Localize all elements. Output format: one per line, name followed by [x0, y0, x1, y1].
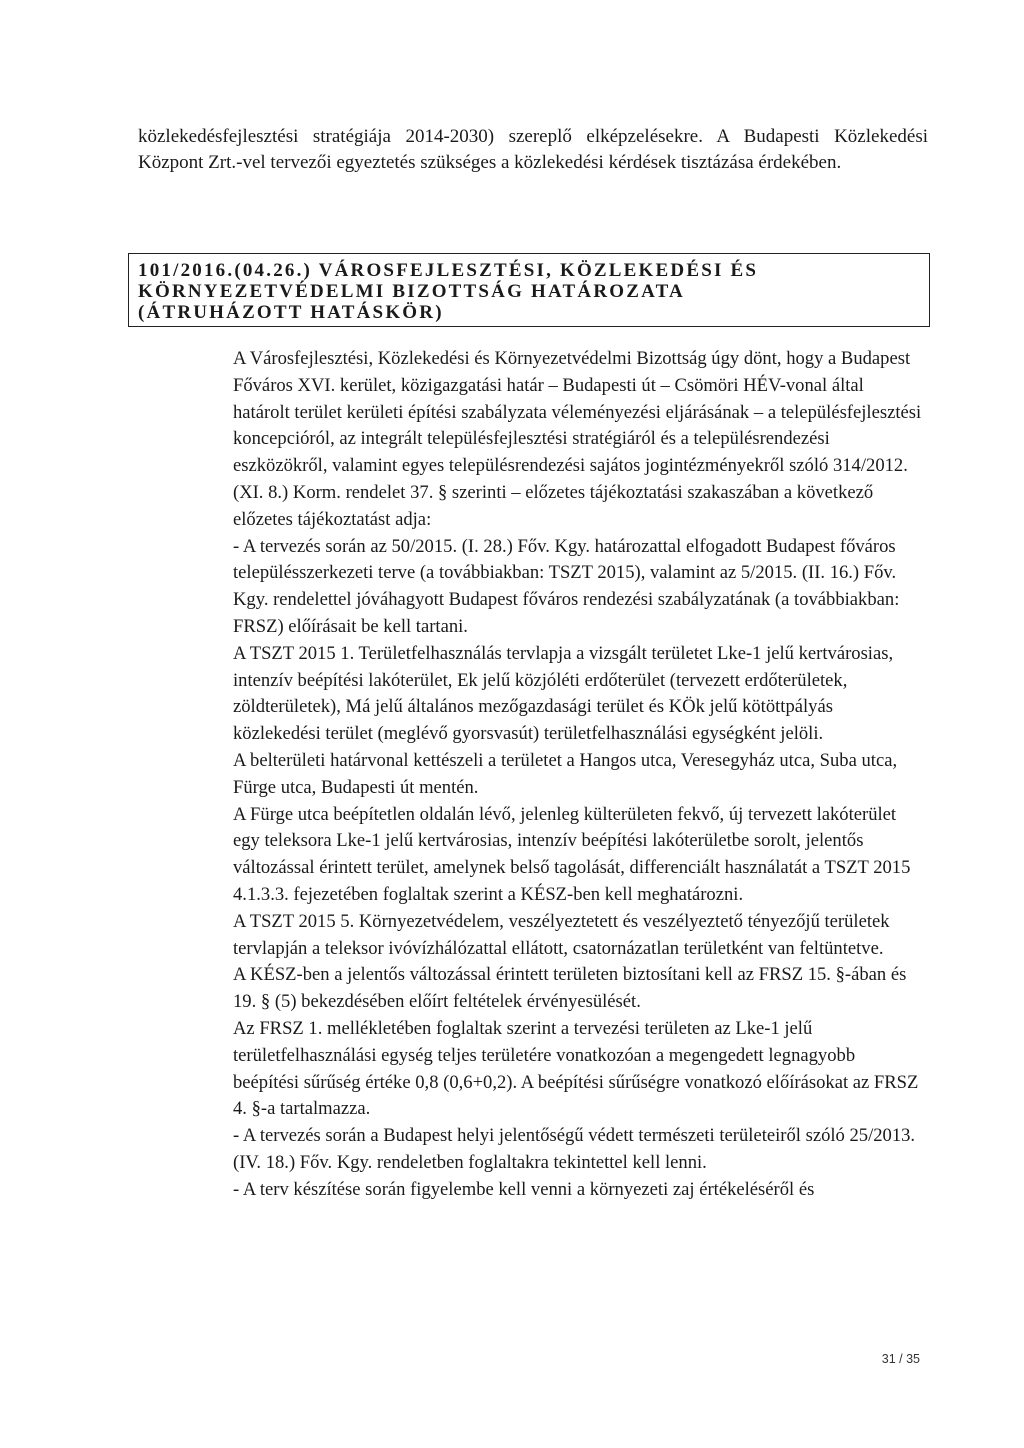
heading-line-2: KÖRNYEZETVÉDELMI BIZOTTSÁG HATÁROZATA: [138, 281, 685, 302]
body-paragraph: - A terv készítése során figyelembe kell venni a környezeti zaj értékeléséről és: [233, 1178, 815, 1200]
body-paragraph: Az FRSZ 1. mellékletében foglaltak szerint a tervezési területen az Lke-1 jelű területfelhasználási egység teljes területére vonatkozóan a megengedett legnagyobb beépítési sűrűség értéke 0,8 (0,6+0,2). A beépítési sűrűségre vonatkozó előírásokat az FRSZ 4. §-a tartalmazza.: [233, 1017, 919, 1120]
heading-line-3: (ÁTRUHÁZOTT HATÁSKÖR): [138, 302, 444, 323]
body-paragraph: A Fürge utca beépítetlen oldalán lévő, jelenleg külterületen fekvő, új tervezett lakóterület egy teleksora Lke-1 jelű kertvárosias, intenzív beépítési lakóterületbe sorolt, jelentős változással érintett terület, amelynek belső tagolását, differenciált használatát a TSZT 2015 4.1.3.3. fejezetében foglaltak szerint a KÉSZ-ben kell meghatározni.: [233, 803, 911, 905]
body-paragraph: A belterületi határvonal kettészeli a területet a Hangos utca, Veresegyház utca, Suba utca, Fürge utca, Budapesti út mentén.: [233, 749, 898, 798]
body-paragraph: A KÉSZ-ben a jelentős változással érintett területen biztosítani kell az FRSZ 15. §-ában és 19. § (5) bekezdésében előírt feltételek érvényesülését.: [233, 964, 907, 1013]
page-number: 31 / 35: [881, 1352, 920, 1366]
body-paragraph: A TSZT 2015 5. Környezetvédelem, veszélyeztetett és veszélyeztető tényezőjű területek tervlapján a teleksor ivóvízhálózattal ellátott, csatornázatlan területként van feltüntetve.: [233, 910, 890, 959]
body-paragraph: A TSZT 2015 1. Területfelhasználás tervlapja a vizsgált területet Lke-1 jelű kertvárosias, intenzív beépítési lakóterület, Ek jelű közjóléti erdőterület (tervezett erdőterületek, zöldterületek), Má jelű általános mezőgazdasági terület és KÖk jelű kötöttpályás közlekedési terület (meglévő gyorsvasút) területfelhasználási egységként jelöli.: [233, 642, 894, 745]
body-paragraph: - A tervezés során az 50/2015. (I. 28.) Főv. Kgy. határozattal elfogadott Budapest főváros településszerkezeti terve (a továbbiakban: TSZT 2015), valamint az 5/2015. (II. 16.) Főv. Kgy. rendelettel jóváhagyott Budapest főváros rendezési szabályzatának (a továbbiakban: FRSZ) előírásait be kell tartani.: [233, 535, 900, 637]
resolution-heading-box: [128, 253, 930, 327]
body-paragraph: - A tervezés során a Budapest helyi jelentőségű védett természeti területeiről szóló 25/2013. (IV. 18.) Főv. Kgy. rendeletben foglaltakra tekintettel kell lenni.: [233, 1125, 916, 1173]
resolution-body: [233, 346, 925, 1204]
intro-paragraph: [138, 124, 928, 175]
intro-text: közlekedésfejlesztési stratégiája 2014-2030) szereplő elképzelésekre. A Budapesti Közlekedési Központ Zrt.-vel tervezői egyeztetés szükséges a közlekedési kérdések tisztázása érdekében.: [138, 126, 928, 173]
body-paragraph: A Városfejlesztési, Közlekedési és Környezetvédelmi Bizottság úgy dönt, hogy a Budapest Főváros XVI. kerület, közigazgatási határ – Budapesti út – Csömöri HÉV-vonal által határolt terület kerületi építési szabályzata véleményezési eljárásának – a településfejlesztési koncepcióról, az integrált településfejlesztési stratégiáról és a településrendezési eszközökről, valamint egyes településrendezési sajátos jogintézményekről szóló 314/2012. (XI. 8.) Korm. rendelet 37. § szerinti – előzetes tájékoztatási szakaszában a következő előzetes tájékoztatást adja:: [233, 348, 922, 530]
heading-line-1: 101/2016.(04.26.) VÁROSFEJLESZTÉSI, KÖZLEKEDÉSI ÉS: [138, 260, 759, 281]
